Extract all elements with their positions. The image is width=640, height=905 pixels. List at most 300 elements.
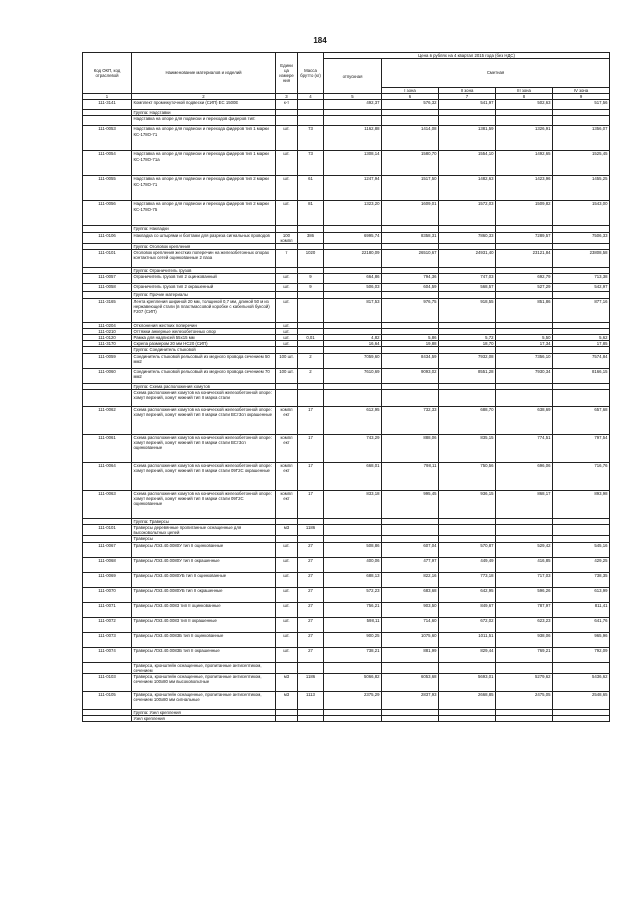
table-row <box>83 542 610 557</box>
row-price-zone-2 <box>439 716 496 722</box>
row-price-zone-4: 811,41 <box>553 602 610 617</box>
header-release-price: отпускная <box>324 59 382 94</box>
row-name: Схема расположения хомутов на конической железобетонной опоре: хомут верхний, хомут нижний тип II марки стали ВСт3сп оцинкованные <box>132 434 276 462</box>
table-row <box>83 632 610 647</box>
row-price-zone-1: 888,06 <box>382 434 439 462</box>
row-price-zone-2: 5,72 <box>439 335 496 341</box>
row-price-zone-2: 2668,85 <box>439 692 496 710</box>
header-unit: Едини ца измере ния <box>276 53 298 94</box>
table-row <box>83 298 610 322</box>
row-name: Лента крепления шириной 20 мм, толщиной 0,7 мм, длиной 50 м из нержавеющей стали (в пластмассовой коробке с кабельной буксой) F207 (СИП) <box>132 298 276 322</box>
row-price-release: 2375,29 <box>324 692 382 710</box>
row-unit <box>276 116 298 126</box>
row-mass: 73 <box>298 126 324 151</box>
row-price-zone-1: 995,45 <box>382 490 439 518</box>
row-mass: 17 <box>298 406 324 434</box>
row-price-zone-1: 604,59 <box>382 284 439 292</box>
row-price-zone-1: 1075,60 <box>382 632 439 647</box>
col-number: 5 <box>324 94 382 100</box>
row-price-zone-3 <box>496 662 553 673</box>
row-price-zone-4: 641,76 <box>553 617 610 632</box>
row-code: 111-0103 <box>83 674 132 692</box>
row-name: Траверсы ЛЭ3.40.0083Б тип II окрашенные <box>132 647 276 662</box>
row-name: Надставка на опоре для подвески и переходов фидеров тип: <box>132 116 276 126</box>
row-price-zone-3 <box>496 716 553 722</box>
row-mass: 1020 <box>298 250 324 268</box>
row-price-zone-4: 23808,58 <box>553 250 610 268</box>
row-unit <box>276 662 298 673</box>
row-unit: шт. <box>276 647 298 662</box>
row-price-zone-4: 738,35 <box>553 572 610 587</box>
row-price-zone-1: 8358,31 <box>382 232 439 243</box>
row-price-release <box>324 525 382 536</box>
table-row <box>83 602 610 617</box>
row-name: Рамка для надписей 55х15 мм <box>132 335 276 341</box>
table-row <box>83 232 610 243</box>
row-price-zone-2: 449,49 <box>439 557 496 572</box>
row-name: Схема расположения хомутов на конической железобетонной опоре: хомут верхний, хомут нижний тип II марки стали 09Г2С окрашенные <box>132 462 276 490</box>
table-body <box>83 100 610 722</box>
table-row <box>83 525 610 536</box>
col-number: 1 <box>83 94 132 100</box>
row-code <box>83 662 132 673</box>
row-price-zone-4: 716,76 <box>553 462 610 490</box>
table-row <box>83 647 610 662</box>
row-mass: 386 <box>298 232 324 243</box>
row-price-release: 833,18 <box>324 490 382 518</box>
row-name: Траверсы деревянные пропитанные оснащенные для высоковольтных цепей <box>132 525 276 536</box>
row-price-zone-3: 774,51 <box>496 434 553 462</box>
row-code: 111-0058 <box>83 284 132 292</box>
row-name: Накладка со штырями и болтами для разреза сигнальных проводов <box>132 232 276 243</box>
row-price-zone-3: 769,21 <box>496 647 553 662</box>
row-code: 111-0059 <box>83 353 132 368</box>
row-price-zone-3: 2475,05 <box>496 692 553 710</box>
row-price-zone-1: 1517,50 <box>382 176 439 201</box>
row-price-zone-2: 936,15 <box>439 490 496 518</box>
row-price-zone-3: 1492,65 <box>496 151 553 176</box>
row-unit: м3 <box>276 525 298 536</box>
row-price-release <box>324 716 382 722</box>
row-unit: шт. <box>276 151 298 176</box>
row-mass: 9 <box>298 284 324 292</box>
row-price-zone-3: 1509,82 <box>496 201 553 226</box>
row-mass <box>298 298 324 322</box>
row-price-release: 400,06 <box>324 557 382 572</box>
row-price-zone-3: 416,85 <box>496 557 553 572</box>
table-row <box>83 353 610 368</box>
row-mass <box>298 389 324 406</box>
row-code: 111-0060 <box>83 368 132 383</box>
row-name: Траверсы ЛЭ3.40.0080У тип II окрашенные <box>132 557 276 572</box>
header-estimate-price: Сметная <box>382 59 610 88</box>
header-code: Код ОКП, код отраслевой <box>83 53 132 94</box>
row-price-zone-4: 517,56 <box>553 100 610 110</box>
row-unit: компл ект <box>276 462 298 490</box>
row-price-zone-3: 5279,62 <box>496 674 553 692</box>
row-code: 111-0055 <box>83 176 132 201</box>
row-mass: 17 <box>298 490 324 518</box>
row-price-zone-3: 868,17 <box>496 490 553 518</box>
row-unit: шт. <box>276 617 298 632</box>
table-row <box>83 151 610 176</box>
row-price-zone-2 <box>439 525 496 536</box>
row-price-zone-4 <box>553 389 610 406</box>
row-mass: 27 <box>298 557 324 572</box>
row-unit: шт. <box>276 632 298 647</box>
row-price-zone-4: 17,85 <box>553 341 610 347</box>
header-zone-1: I зона <box>382 87 439 93</box>
header-zone-3: III зона <box>496 87 553 93</box>
col-number: 3 <box>276 94 298 100</box>
row-price-zone-1: 5,86 <box>382 335 439 341</box>
table-row <box>83 674 610 692</box>
row-name: Группа: Надставки <box>132 110 276 116</box>
row-mass <box>298 100 324 110</box>
row-code: 111-0070 <box>83 587 132 602</box>
row-price-zone-3: 17,34 <box>496 341 553 347</box>
row-unit: компл ект <box>276 406 298 434</box>
row-price-zone-1 <box>382 389 439 406</box>
row-price-zone-3: 696,06 <box>496 462 553 490</box>
row-price-zone-3: 502,63 <box>496 100 553 110</box>
row-mass: 2 <box>298 353 324 368</box>
row-name: Группа: Соединитель стыковой <box>132 347 276 353</box>
table-row <box>83 462 610 490</box>
row-price-zone-3: 938,06 <box>496 632 553 647</box>
row-price-zone-1 <box>382 525 439 536</box>
row-code: 111-3141 <box>83 100 132 110</box>
row-price-zone-2: 541,97 <box>439 100 496 110</box>
row-price-zone-4: 713,38 <box>553 274 610 284</box>
row-price-zone-2 <box>439 116 496 126</box>
row-mass: 27 <box>298 632 324 647</box>
row-mass: 17 <box>298 434 324 462</box>
row-unit: шт. <box>276 201 298 226</box>
row-code: 111-0106 <box>83 232 132 243</box>
row-price-zone-3: 596,26 <box>496 587 553 602</box>
row-price-release: 817,53 <box>324 298 382 322</box>
row-price-zone-4: 877,16 <box>553 298 610 322</box>
row-price-zone-1 <box>382 116 439 126</box>
row-price-zone-3: 23121,84 <box>496 250 553 268</box>
row-name: Оттяжки анкерные железобетонных опор <box>132 328 276 334</box>
row-price-zone-2: 1011,51 <box>439 632 496 647</box>
table-row <box>83 176 610 201</box>
row-price-zone-2: 5693,01 <box>439 674 496 692</box>
row-price-release: 1323,20 <box>324 201 382 226</box>
row-price-zone-2: 829,44 <box>439 647 496 662</box>
row-name: Группа: Накладки <box>132 226 276 232</box>
table-row <box>83 201 610 226</box>
row-price-release: 6995,74 <box>324 232 382 243</box>
row-price-zone-4: 1525,45 <box>553 151 610 176</box>
table-row <box>83 368 610 383</box>
table-row <box>83 692 610 710</box>
table-row <box>83 274 610 284</box>
row-mass: 1113 <box>298 692 324 710</box>
row-price-zone-3: 623,23 <box>496 617 553 632</box>
row-code: 111-0061 <box>83 434 132 462</box>
row-unit: т <box>276 250 298 268</box>
row-price-zone-2: 849,67 <box>439 602 496 617</box>
row-code: 111-0069 <box>83 572 132 587</box>
row-price-release: 756,21 <box>324 602 382 617</box>
price-table-sheet <box>82 52 609 722</box>
row-price-release: 664,86 <box>324 274 382 284</box>
row-name: Отклонения жестких поперечин <box>132 322 276 328</box>
row-price-zone-3: 527,29 <box>496 284 553 292</box>
row-price-zone-1: 576,32 <box>382 100 439 110</box>
row-price-release: 4,82 <box>324 335 382 341</box>
row-price-zone-4: 613,99 <box>553 587 610 602</box>
row-name: Надставка на опоре для подвески и перехода фидеров тип 2 марки КС-178О-71 <box>132 176 276 201</box>
row-price-zone-1: 607,04 <box>382 542 439 557</box>
row-price-zone-3: 7930,34 <box>496 368 553 383</box>
row-price-zone-4: 657,68 <box>553 406 610 434</box>
row-code: 111-0073 <box>83 632 132 647</box>
row-mass: 27 <box>298 602 324 617</box>
row-price-zone-1: 1609,01 <box>382 201 439 226</box>
row-price-zone-4: 5,62 <box>553 335 610 341</box>
row-code <box>83 716 132 722</box>
row-code: 111-0068 <box>83 557 132 572</box>
row-price-zone-2: 672,02 <box>439 617 496 632</box>
table-row <box>83 716 610 722</box>
row-price-release: 7610,69 <box>324 368 382 383</box>
row-name: Траверсы <box>132 536 276 542</box>
table-row <box>83 587 610 602</box>
row-price-release: 612,95 <box>324 406 382 434</box>
row-price-zone-2: 642,95 <box>439 587 496 602</box>
row-price-zone-1: 881,99 <box>382 647 439 662</box>
row-unit: к-т <box>276 100 298 110</box>
row-price-zone-1: 732,33 <box>382 406 439 434</box>
row-mass <box>298 716 324 722</box>
row-price-zone-2: 750,56 <box>439 462 496 490</box>
col-number: 6 <box>382 94 439 100</box>
row-price-zone-4 <box>553 662 610 673</box>
row-code: 111-0053 <box>83 126 132 151</box>
row-price-zone-1: 714,60 <box>382 617 439 632</box>
row-price-zone-2 <box>439 662 496 673</box>
table-row <box>83 406 610 434</box>
row-name: Надставка на опоре для подвески и перехода фидеров тип 1 марки КС-178О-71 <box>132 126 276 151</box>
header-price-title: Цена в рублях на 4 квартал 2015 года (без НДС) <box>324 53 610 59</box>
row-price-zone-2: 747,03 <box>439 274 496 284</box>
row-price-zone-4: 797,54 <box>553 434 610 462</box>
row-unit: м3 <box>276 674 298 692</box>
row-price-zone-3: 5,50 <box>496 335 553 341</box>
row-price-release: 743,29 <box>324 434 382 462</box>
col-number: 9 <box>553 94 610 100</box>
row-price-zone-2: 1572,03 <box>439 201 496 226</box>
row-price-release: 1162,88 <box>324 126 382 151</box>
row-name: Соединитель стыковой рельсовый из медного провода сечением 70 мм2 <box>132 368 276 383</box>
row-code: 111-0054 <box>83 151 132 176</box>
table-row <box>83 126 610 151</box>
row-price-zone-1: 798,11 <box>382 462 439 490</box>
col-number: 8 <box>496 94 553 100</box>
row-price-zone-3: 1423,96 <box>496 176 553 201</box>
col-number: 2 <box>132 94 276 100</box>
table-row <box>83 389 610 406</box>
row-unit: шт. <box>276 602 298 617</box>
row-name: Схема расположения хомутов на конической железобетонной опоре: хомут верхний, хомут нижний тип II марки стали ВСт3сп окрашенные <box>132 406 276 434</box>
row-price-zone-3: 851,86 <box>496 298 553 322</box>
row-name: Схема расположения хомутов на конической железобетонной опоре: хомут верхний, хомут нижний тип II марки стали 09Г2С оцинкованные <box>132 490 276 518</box>
row-unit: шт. <box>276 335 298 341</box>
row-price-zone-4: 5436,62 <box>553 674 610 692</box>
row-price-zone-2: 18,70 <box>439 341 496 347</box>
row-code: 111-0071 <box>83 602 132 617</box>
table-row <box>83 557 610 572</box>
row-code: 111-3170 <box>83 341 132 347</box>
table-row <box>83 100 610 110</box>
row-price-release: 688,13 <box>324 572 382 587</box>
row-price-zone-2: 835,15 <box>439 434 496 462</box>
row-name: Траверсы ЛЭ3.40.0083 тип II оцинкованные <box>132 602 276 617</box>
row-price-release <box>324 116 382 126</box>
row-mass: 2 <box>298 368 324 383</box>
row-price-zone-1: 1580,70 <box>382 151 439 176</box>
table-row <box>83 572 610 587</box>
row-code: 111-0120 <box>83 335 132 341</box>
row-price-zone-4: 965,96 <box>553 632 610 647</box>
row-name: Комплект промежуточной подвески (СИП) ЕС 1500Е <box>132 100 276 110</box>
row-name: Траверса, кронштейн оснащенные, пропитанные антисептиком, сечением <box>132 662 276 673</box>
row-name: Соединитель стыковой рельсовый из медного провода сечением 50 мм2 <box>132 353 276 368</box>
row-price-release: 508,86 <box>324 542 382 557</box>
row-mass: 27 <box>298 542 324 557</box>
row-price-zone-1: 26510,67 <box>382 250 439 268</box>
table-row <box>83 250 610 268</box>
row-mass: 73 <box>298 151 324 176</box>
row-price-zone-2: 773,18 <box>439 572 496 587</box>
row-price-zone-4 <box>553 116 610 126</box>
row-unit: шт. <box>276 322 298 328</box>
row-unit: шт. <box>276 328 298 334</box>
row-price-zone-1: 9093,02 <box>382 368 439 383</box>
row-price-zone-3 <box>496 525 553 536</box>
row-name: Оголовок крепления жестких поперечин на железобетонных опорах контактных сетей оцинкованные 2 паза <box>132 250 276 268</box>
price-table <box>82 52 610 722</box>
row-price-zone-3: 692,79 <box>496 274 553 284</box>
row-price-zone-4: 7574,84 <box>553 353 610 368</box>
row-price-zone-3: 7289,57 <box>496 232 553 243</box>
row-price-zone-4: 7506,33 <box>553 232 610 243</box>
row-price-release <box>324 662 382 673</box>
row-price-zone-2: 688,70 <box>439 406 496 434</box>
row-price-zone-1: 794,36 <box>382 274 439 284</box>
row-unit: компл ект <box>276 434 298 462</box>
row-name: Надставка на опоре для подвески и перехода фидеров тип 2 марки КС-178О-75 <box>132 201 276 226</box>
row-code: 111-3165 <box>83 298 132 322</box>
row-price-release: 506,03 <box>324 284 382 292</box>
row-price-zone-4: 429,25 <box>553 557 610 572</box>
row-price-zone-2: 7932,08 <box>439 353 496 368</box>
row-name: Группа: Траверсы <box>132 518 276 524</box>
row-price-zone-3 <box>496 389 553 406</box>
row-price-zone-1: 822,16 <box>382 572 439 587</box>
row-unit: компл ект <box>276 490 298 518</box>
row-price-zone-2: 1381,59 <box>439 126 496 151</box>
row-price-release: 572,23 <box>324 587 382 602</box>
row-price-zone-4 <box>553 525 610 536</box>
row-price-release: 1247,94 <box>324 176 382 201</box>
row-mass: 27 <box>298 572 324 587</box>
row-code <box>83 116 132 126</box>
row-price-zone-4: 893,98 <box>553 490 610 518</box>
row-price-zone-2: 918,55 <box>439 298 496 322</box>
row-price-zone-1: 477,97 <box>382 557 439 572</box>
row-price-zone-2: 7860,33 <box>439 232 496 243</box>
row-price-zone-2: 8551,28 <box>439 368 496 383</box>
row-price-zone-3: 7356,10 <box>496 353 553 368</box>
row-price-zone-2: 24931,40 <box>439 250 496 268</box>
row-mass <box>298 116 324 126</box>
row-price-zone-2: 1482,63 <box>439 176 496 201</box>
row-unit: шт. <box>276 284 298 292</box>
table-row <box>83 662 610 673</box>
row-code: 111-0074 <box>83 647 132 662</box>
row-price-zone-3: 787,97 <box>496 602 553 617</box>
row-price-zone-3: 529,42 <box>496 542 553 557</box>
row-name: Траверсы ЛЭ3.40.0080У тип II оцинкованные <box>132 542 276 557</box>
row-price-release: 492,37 <box>324 100 382 110</box>
row-unit: 100 компл <box>276 232 298 243</box>
row-name: Траверсы ЛЭ3.40.0083 тип II окрашенные <box>132 617 276 632</box>
row-mass: 1186 <box>298 525 324 536</box>
row-price-zone-4: 545,16 <box>553 542 610 557</box>
row-unit: шт. <box>276 587 298 602</box>
row-mass: 27 <box>298 587 324 602</box>
row-unit: шт. <box>276 298 298 322</box>
row-price-zone-2: 570,87 <box>439 542 496 557</box>
header-mass: Масса брутто (кг) <box>298 53 324 94</box>
row-price-zone-1 <box>382 662 439 673</box>
row-price-zone-1 <box>382 716 439 722</box>
row-name: Скрепа размером 20 мм НС20 (СИП) <box>132 341 276 347</box>
page-number: 184 <box>313 36 327 45</box>
row-price-zone-3: 1326,91 <box>496 126 553 151</box>
row-name: Траверса, кронштейн оснащенные, пропитанные антисептиком, сечением 100х80 мм высоковольтные <box>132 674 276 692</box>
row-price-release: 598,11 <box>324 617 382 632</box>
row-code: 111-0204 <box>83 322 132 328</box>
table-row <box>83 617 610 632</box>
row-mass: 0,01 <box>298 335 324 341</box>
row-mass: 27 <box>298 647 324 662</box>
row-price-release <box>324 389 382 406</box>
table-row <box>83 284 610 292</box>
row-price-zone-3: 717,03 <box>496 572 553 587</box>
row-mass: 9 <box>298 274 324 284</box>
row-mass: 1186 <box>298 674 324 692</box>
row-code: 111-0067 <box>83 542 132 557</box>
row-unit: 100 шт. <box>276 368 298 383</box>
row-price-zone-1: 976,75 <box>382 298 439 322</box>
row-price-release: 7059,60 <box>324 353 382 368</box>
row-price-zone-1: 8434,59 <box>382 353 439 368</box>
row-code <box>83 389 132 406</box>
table-row <box>83 434 610 462</box>
row-price-zone-4: 2548,65 <box>553 692 610 710</box>
row-code: 111-0063 <box>83 490 132 518</box>
row-price-release: 900,25 <box>324 632 382 647</box>
row-price-zone-1: 903,50 <box>382 602 439 617</box>
col-number: 4 <box>298 94 324 100</box>
row-name: Ограничитель грузов тип 2 окрашенный <box>132 284 276 292</box>
